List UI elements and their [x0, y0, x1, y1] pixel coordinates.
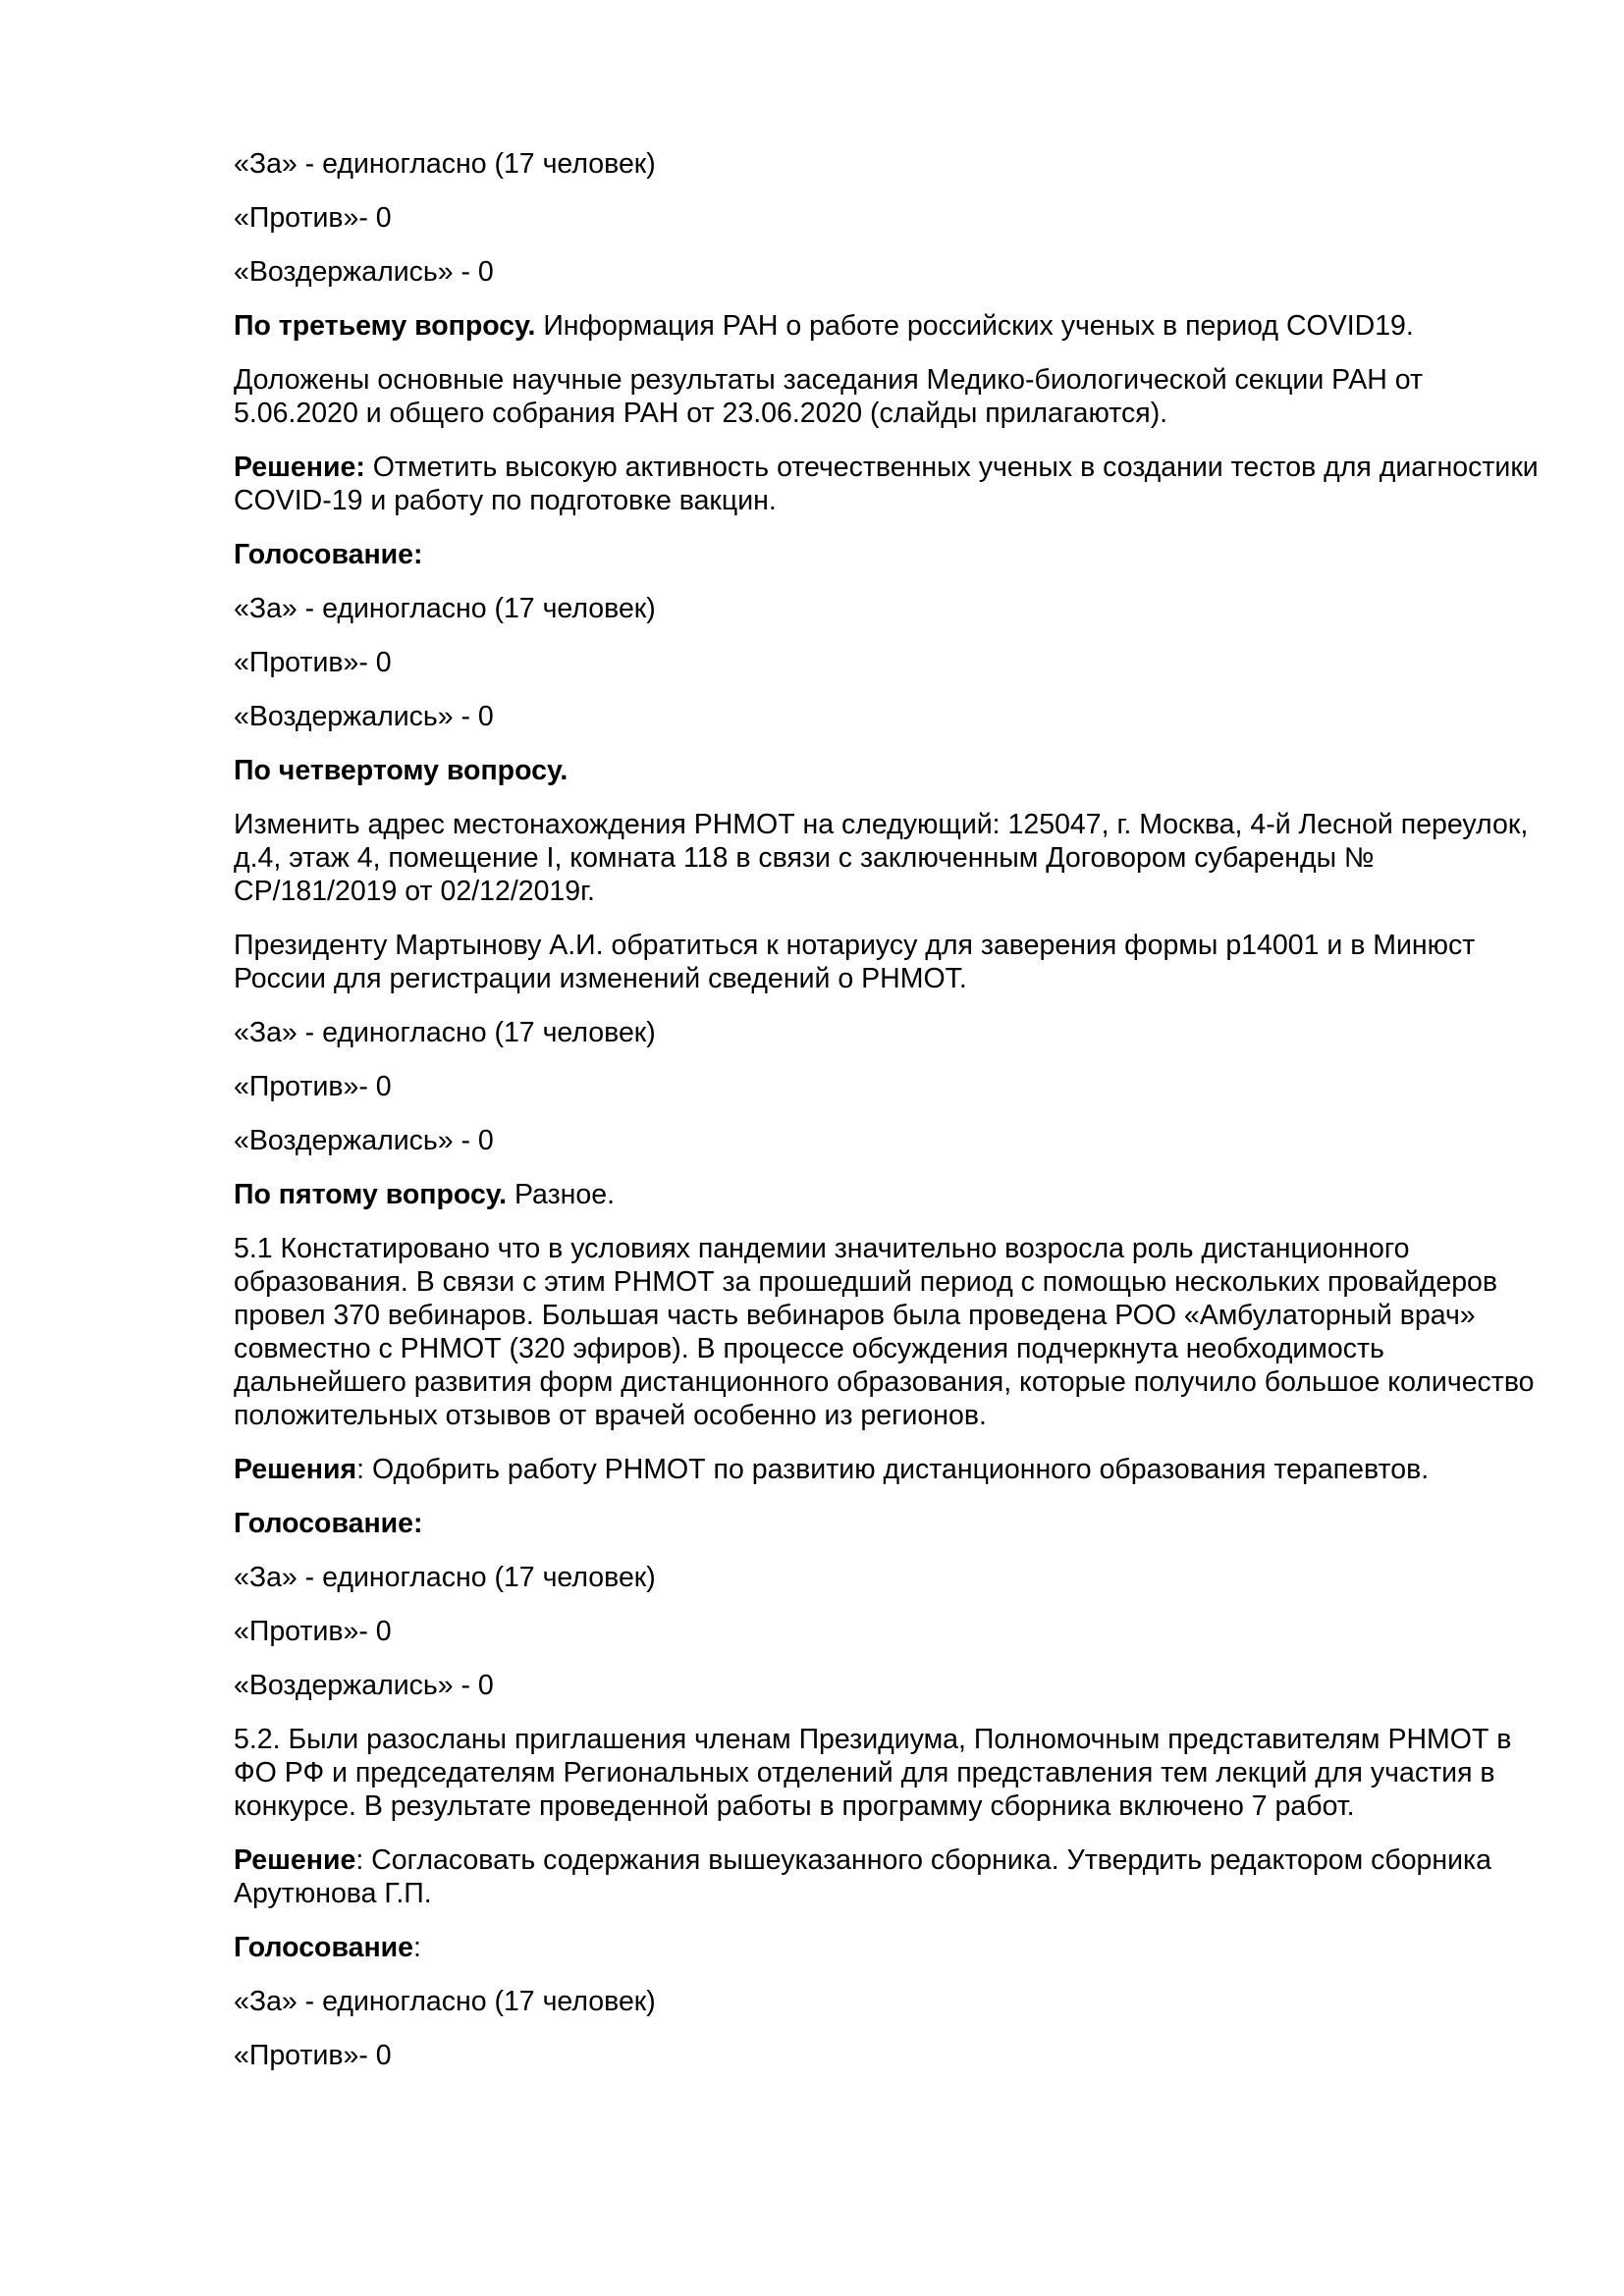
- item-5-2-decision: Решение: Согласовать содержания вышеуказанного сборника. Утвердить редактором сборника Арутюнова Г.П.: [234, 1844, 1492, 1909]
- item-5-1-decision: Решения: Одобрить работу РНМОТ по развитию дистанционного образования терапевтов.: [234, 1454, 1430, 1485]
- question-4-address-change: Изменить адрес местонахождения РНМОТ на следующий: 125047, г. Москва, 4-й Лесной переулок, д.4, этаж 4, помещение I, комната 118 в связи с заключенным Договором субаренды № СР/181/2019 от 02/12/2019г.: [234, 809, 1529, 907]
- vote-abstained: «Воздержались» - 0: [234, 701, 494, 732]
- vote-for: «За» - единогласно (17 человек): [234, 1017, 656, 1048]
- question-4-notary: Президенту Мартынову А.И. обратиться к нотариусу для заверения формы р14001 и в Минюст России для регистрации изменений сведений о РНМОТ.: [234, 930, 1476, 994]
- question-3-decision: Решение: Отметить высокую активность отечественных ученых в создании тестов для диагностики COVID-19 и работу по подготовке вакцин.: [234, 452, 1539, 516]
- vote-abstained: «Воздержались» - 0: [234, 1670, 494, 1701]
- vote-for: «За» - единогласно (17 человек): [234, 1562, 656, 1593]
- voting-heading: Голосование:: [234, 539, 423, 570]
- question-3-report: Доложены основные научные результаты заседания Медико-биологической секции РАН от 5.06.2020 и общего собрания РАН от 23.06.2020 (слайды прилагаются).: [234, 364, 1424, 429]
- question-3-heading: По третьему вопросу. Информация РАН о работе российских ученых в период COVID19.: [234, 310, 1414, 342]
- voting-heading: Голосование:: [234, 1508, 423, 1539]
- document-page: [234, 147, 1540, 2093]
- vote-against: «Против»- 0: [234, 647, 392, 678]
- voting-heading: Голосование:: [234, 1932, 421, 1963]
- item-5-1-text: 5.1 Констатировано что в условиях пандемии значительно возросла роль дистанционного образования. В связи с этим РНМОТ за прошедший период с помощью нескольких провайдеров провел 370 вебинаров. Большая часть вебинаров была проведена РОО «Амбулаторный врач» совместно с РНМОТ (320 эфиров). В процессе обсуждения подчеркнута необходимость дальнейшего развития форм дистанционного образования, которые получило большое количество положительных отзывов от врачей особенно из регионов.: [234, 1233, 1535, 1431]
- vote-for: «За» - единогласно (17 человек): [234, 593, 656, 624]
- vote-abstained: «Воздержались» - 0: [234, 1125, 494, 1156]
- question-5-heading: По пятому вопросу. Разное.: [234, 1179, 616, 1210]
- item-5-2-text: 5.2. Были разосланы приглашения членам Президиума, Полномочным представителям РНМОТ в ФО РФ и председателям Региональных отделений для представления тем лекций для участия в конкурсе. В результате проведенной работы в программу сборника включено 7 работ.: [234, 1724, 1512, 1822]
- vote-against: «Против»- 0: [234, 1071, 392, 1102]
- vote-against: «Против»- 0: [234, 1616, 392, 1647]
- vote-against: «Против»- 0: [234, 2040, 392, 2071]
- vote-for: «За» - единогласно (17 человек): [234, 1986, 656, 2017]
- vote-abstained: «Воздержались» - 0: [234, 256, 494, 288]
- vote-for: «За» - единогласно (17 человек): [234, 148, 656, 180]
- question-4-heading: По четвертому вопросу.: [234, 755, 568, 786]
- vote-against: «Против»- 0: [234, 202, 392, 234]
